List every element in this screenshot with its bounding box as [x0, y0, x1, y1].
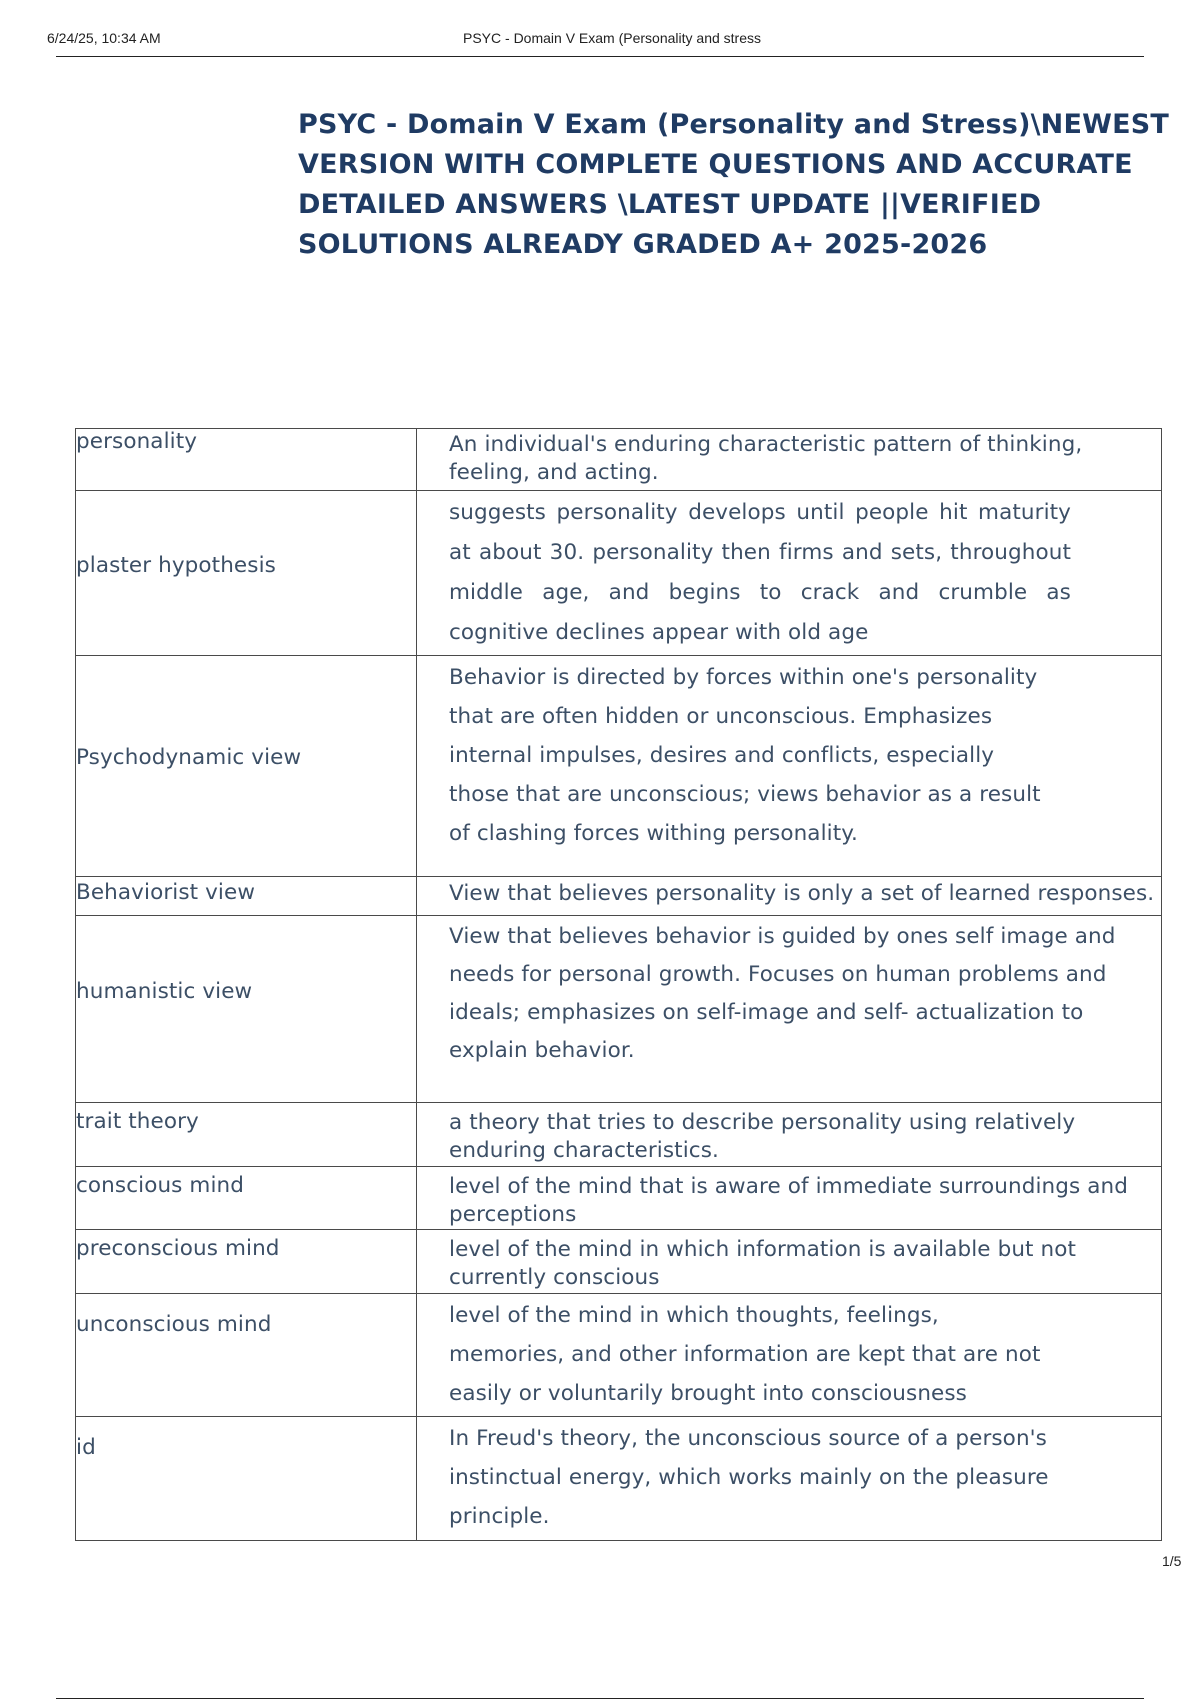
table-row: [76, 1167, 1162, 1230]
term-text: Behaviorist view: [76, 880, 256, 905]
document-title: PSYC - Domain V Exam (Personality and Stress)\NEWEST VERSION WITH COMPLETE QUESTIONS AND ACCURATE DETAILED ANSWERS \LATEST UPDATE ||VERIFIED SOLUTIONS ALREADY GRADED A+ 2025-2026: [298, 109, 1169, 260]
definition-cell: [417, 429, 1162, 491]
term-cell: [76, 656, 417, 877]
table-row: [76, 1230, 1162, 1294]
definition-text: View that believes behavior is guided by ones self image and needs for personal growth. Focuses on human problems and ideals; emphasizes on self-image and self- actualization to explain behavior.: [449, 924, 1116, 1063]
definition-text: level of the mind in which information is available but not currently conscious: [449, 1237, 1077, 1290]
print-header: [0, 0, 1200, 60]
definition-cell: [417, 916, 1162, 1103]
term-text: preconscious mind: [76, 1236, 280, 1261]
term-cell: [76, 1103, 417, 1167]
definition-cell: [417, 491, 1162, 656]
print-date: 6/24/25, 10:34 AM: [47, 30, 161, 46]
definition-cell: [417, 1417, 1162, 1541]
table-row: [76, 491, 1162, 656]
table-row: [76, 1294, 1162, 1417]
definition-cell: [417, 1230, 1162, 1294]
table-row: [76, 877, 1162, 916]
terms-table: [75, 428, 1162, 1541]
definition-cell: [417, 1294, 1162, 1417]
term-cell: [76, 1167, 417, 1230]
term-cell: [76, 429, 417, 491]
term-text: unconscious mind: [76, 1312, 272, 1337]
definition-text: Behavior is directed by forces within one's personality that are often hidden or unconscious. Emphasizes internal impulses, desires and conflicts, especially those that are unconscious; views behavior as a result of clashing forces withing personality.: [449, 665, 1041, 846]
definition-text: View that believes personality is only a set of learned responses.: [449, 881, 1155, 906]
definition-cell: [417, 656, 1162, 877]
table-row: [76, 656, 1162, 877]
definition-cell: [417, 877, 1162, 916]
definition-text: a theory that tries to describe personality using relatively enduring characteristics.: [449, 1110, 1076, 1163]
definition-text: suggests personality develops until people hit maturity at about 30. personality then firms and sets, throughout middle age, and begins to crack and crumble as cognitive declines appear with old age: [449, 500, 1071, 645]
term-cell: [76, 916, 417, 1103]
term-text: personality: [76, 429, 198, 454]
term-text: id: [76, 1435, 96, 1460]
term-cell: [76, 1417, 417, 1541]
print-page-title: PSYC - Domain V Exam (Personality and stress: [463, 30, 761, 46]
page-number: 1/5: [1162, 1553, 1182, 1569]
term-text: trait theory: [76, 1109, 199, 1134]
definition-cell: [417, 1103, 1162, 1167]
footer-divider: [56, 1698, 1144, 1699]
definition-text: level of the mind in which thoughts, feelings, memories, and other information are kept that are not easily or voluntarily brought into consciousness: [449, 1303, 1041, 1406]
table-row: [76, 1103, 1162, 1167]
definition-text: An individual's enduring characteristic pattern of thinking, feeling, and acting.: [449, 432, 1083, 485]
term-cell: [76, 491, 417, 656]
definition-text: In Freud's theory, the unconscious source of a person's instinctual energy, which works mainly on the pleasure principle.: [449, 1426, 1049, 1529]
term-cell: [76, 1230, 417, 1294]
term-text: conscious mind: [76, 1173, 245, 1198]
term-cell: [76, 1294, 417, 1417]
term-text: humanistic view: [76, 979, 253, 1004]
header-divider: [56, 56, 1144, 57]
term-cell: [76, 877, 417, 916]
term-text: Psychodynamic view: [76, 745, 302, 770]
definition-text: level of the mind that is aware of immediate surroundings and perceptions: [449, 1174, 1129, 1227]
table-row: [76, 916, 1162, 1103]
table-row: [76, 429, 1162, 491]
definition-cell: [417, 1167, 1162, 1230]
term-text: plaster hypothesis: [76, 553, 276, 578]
table-row: [76, 1417, 1162, 1541]
